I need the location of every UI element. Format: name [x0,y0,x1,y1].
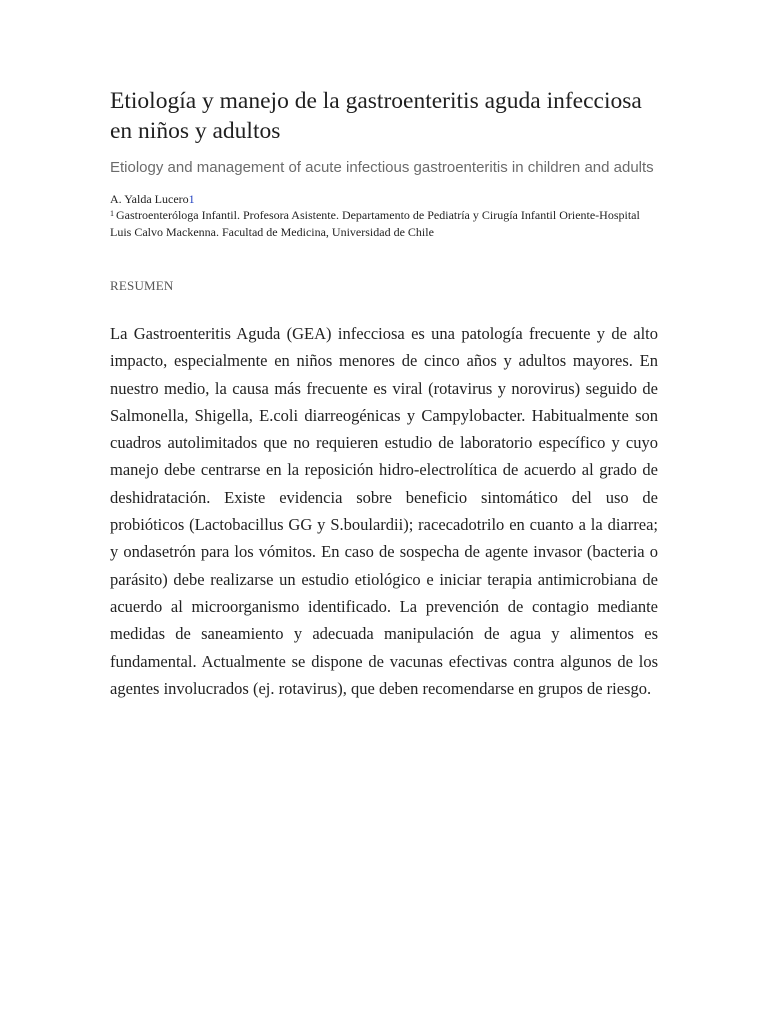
author-line [110,191,658,207]
abstract-body: La Gastroenteritis Aguda (GEA) infecciosa es una patología frecuente y de alto impacto, especialmente en niños menores de cinco años y adultos mayores. En nuestro medio, la causa más frecuente es viral (rotavirus y norovirus) seguido de Salmonella, Shigella, E.coli diarreogénicas y Campylobacter. Habitualmente son cuadros autolimitados que no requieren estudio de laboratorio específico y cuyo manejo debe centrarse en la reposición hidro-electrolítica de acuerdo al grado de deshidratación. Existe evidencia sobre beneficio sintomático del uso de probióticos (Lactobacillus GG y S.boulardii); racecadotrilo en cuanto a la diarrea; y ondasetrón para los vómitos. En caso de sospecha de agente invasor (bacteria o parásito) debe realizarse un estudio etiológico e iniciar terapia antimicrobiana de acuerdo al microorganismo identificado. La prevención de contagio mediante medidas de saneamiento y adecuada manipulación de agua y alimentos es fundamental. Actualmente se dispone de vacunas efectivas contra algunos de los agentes involucrados (ej. rotavirus), que deben recomendarse en grupos de riesgo. [110,324,658,698]
author-name: A. Yalda Lucero [110,192,189,206]
author-ref-link[interactable]: 1 [188,192,195,206]
author-affiliation [110,207,658,241]
affiliation-marker: 1 [110,209,114,218]
article-page [110,86,658,719]
article-subtitle: Etiology and management of acute infectious gastroenteritis in children and adults [110,159,654,176]
article-title: Etiología y manejo de la gastroenteritis aguda infecciosa en niños y adultos [110,88,642,144]
abstract-heading: RESUMEN [110,278,174,293]
affiliation-text: Gastroenteróloga Infantil. Profesora Asistente. Departamento de Pediatría y Cirugía Infantil Oriente-Hospital Luis Calvo Mackenna. Facultad de Medicina, Universidad de Chile [110,208,640,239]
